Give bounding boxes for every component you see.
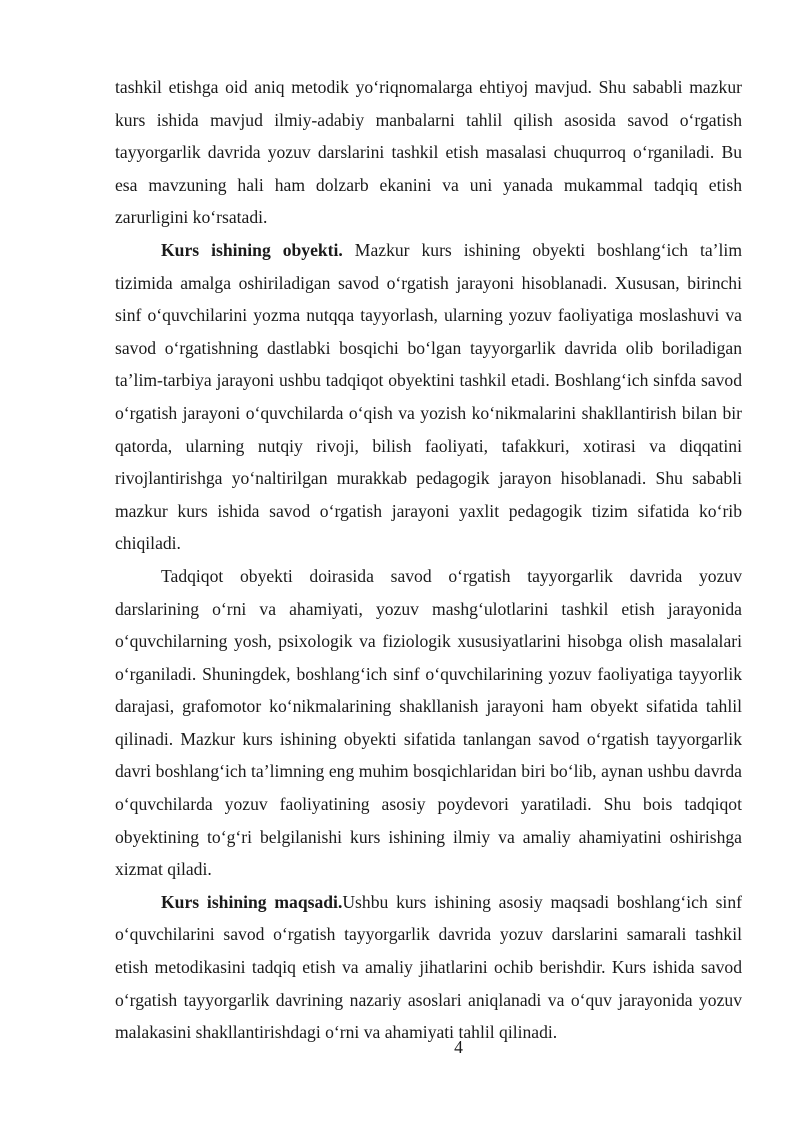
paragraph-goal	[115, 886, 742, 1049]
paragraph-text: Ushbu kurs ishining asosiy maqsadi boshlang‘ich sinf o‘quvchilarini savod o‘rgatish tayyorgarlik davrida yozuv darslarini samarali tashkil etish metodikasini tadqiq etish va amaliy jihatlarini ochib berishdir. Kurs ishida savod o‘rgatish tayyorgarlik davrining nazariy asoslari aniqlanadi va o‘quv jarayonida yozuv malakasini shakllantirishdagi o‘rni va ahamiyati tahlil qilinadi.	[115, 891, 742, 1043]
paragraph-research-object	[115, 560, 742, 886]
section-heading-object: Kurs ishining obyekti.	[161, 239, 343, 260]
page-number: 4	[454, 1037, 463, 1057]
paragraph-continuation	[115, 71, 742, 234]
paragraph-text: Mazkur kurs ishining obyekti boshlang‘ich ta’lim tizimida amalga oshiriladigan savod o‘rgatish jarayoni hisoblanadi. Xususan, birinchi sinf o‘quvchilarini yozma nutqqa tayyorlash, ularning yozuv faoliyatiga moslashuvi va savod o‘rgatishning dastlabki bosqichi bo‘lgan tayyorgarlik davrida olib boriladigan ta’lim-tarbiya jarayoni ushbu tadqiqot obyektini tashkil etadi. Boshlang‘ich sinfda savod o‘rgatish jarayoni o‘quvchilarda o‘qish va yozish ko‘nikmalarini shakllantirish bilan bir qatorda, ularning nutqiy rivoji, bilish faoliyati, tafakkuri, xotirasi va diqqatini rivojlantirishga yo‘naltirilgan murakkab pedagogik jarayon hisoblanadi. Shu sababli mazkur kurs ishida savod o‘rgatish jarayoni yaxlit pedagogik tizim sifatida ko‘rib chiqiladi.	[115, 239, 743, 554]
paragraph-text: tashkil etishga oid aniq metodik yo‘riqnomalarga ehtiyoj mavjud. Shu sababli mazkur kurs ishida mavjud ilmiy-adabiy manbalarni tahlil qilish asosida savod o‘rgatish tayyorgarlik davrida yozuv darslarini tashkil etish masalasi chuqurroq o‘rganiladi. Bu esa mavzuning hali ham dolzarb ekanini va uni yanada mukammal tadqiq etish zarurligini ko‘rsatadi.	[115, 77, 742, 228]
section-heading-goal: Kurs ishining maqsadi.	[161, 891, 343, 912]
paragraph-object	[115, 234, 742, 560]
paragraph-text: Tadqiqot obyekti doirasida savod o‘rgatish tayyorgarlik davrida yozuv darslarining o‘rni va ahamiyati, yozuv mashg‘ulotlarini tashkil etish jarayonida o‘quvchilarning yosh, psixologik va fiziologik xususiyatlarini hisobga olish masalalari o‘rganiladi. Shuningdek, boshlang‘ich sinf o‘quvchilarining yozuv faoliyatiga tayyorlik darajasi, grafomotor ko‘nikmalarining shakllanish jarayoni ham obyekt sifatida tahlil qilinadi. Mazkur kurs ishining obyekti sifatida tanlangan savod o‘rgatish tayyorgarlik davri boshlang‘ich ta’limning eng muhim bosqichlaridan biri bo‘lib, aynan ushbu davrda o‘quvchilarda yozuv faoliyatining asosiy poydevori yaratiladi. Shu bois tadqiqot obyektining to‘g‘ri belgilanishi kurs ishining ilmiy va amaliy ahamiyatini oshirishga xizmat qiladi.	[115, 565, 742, 880]
body-text	[115, 71, 742, 1049]
